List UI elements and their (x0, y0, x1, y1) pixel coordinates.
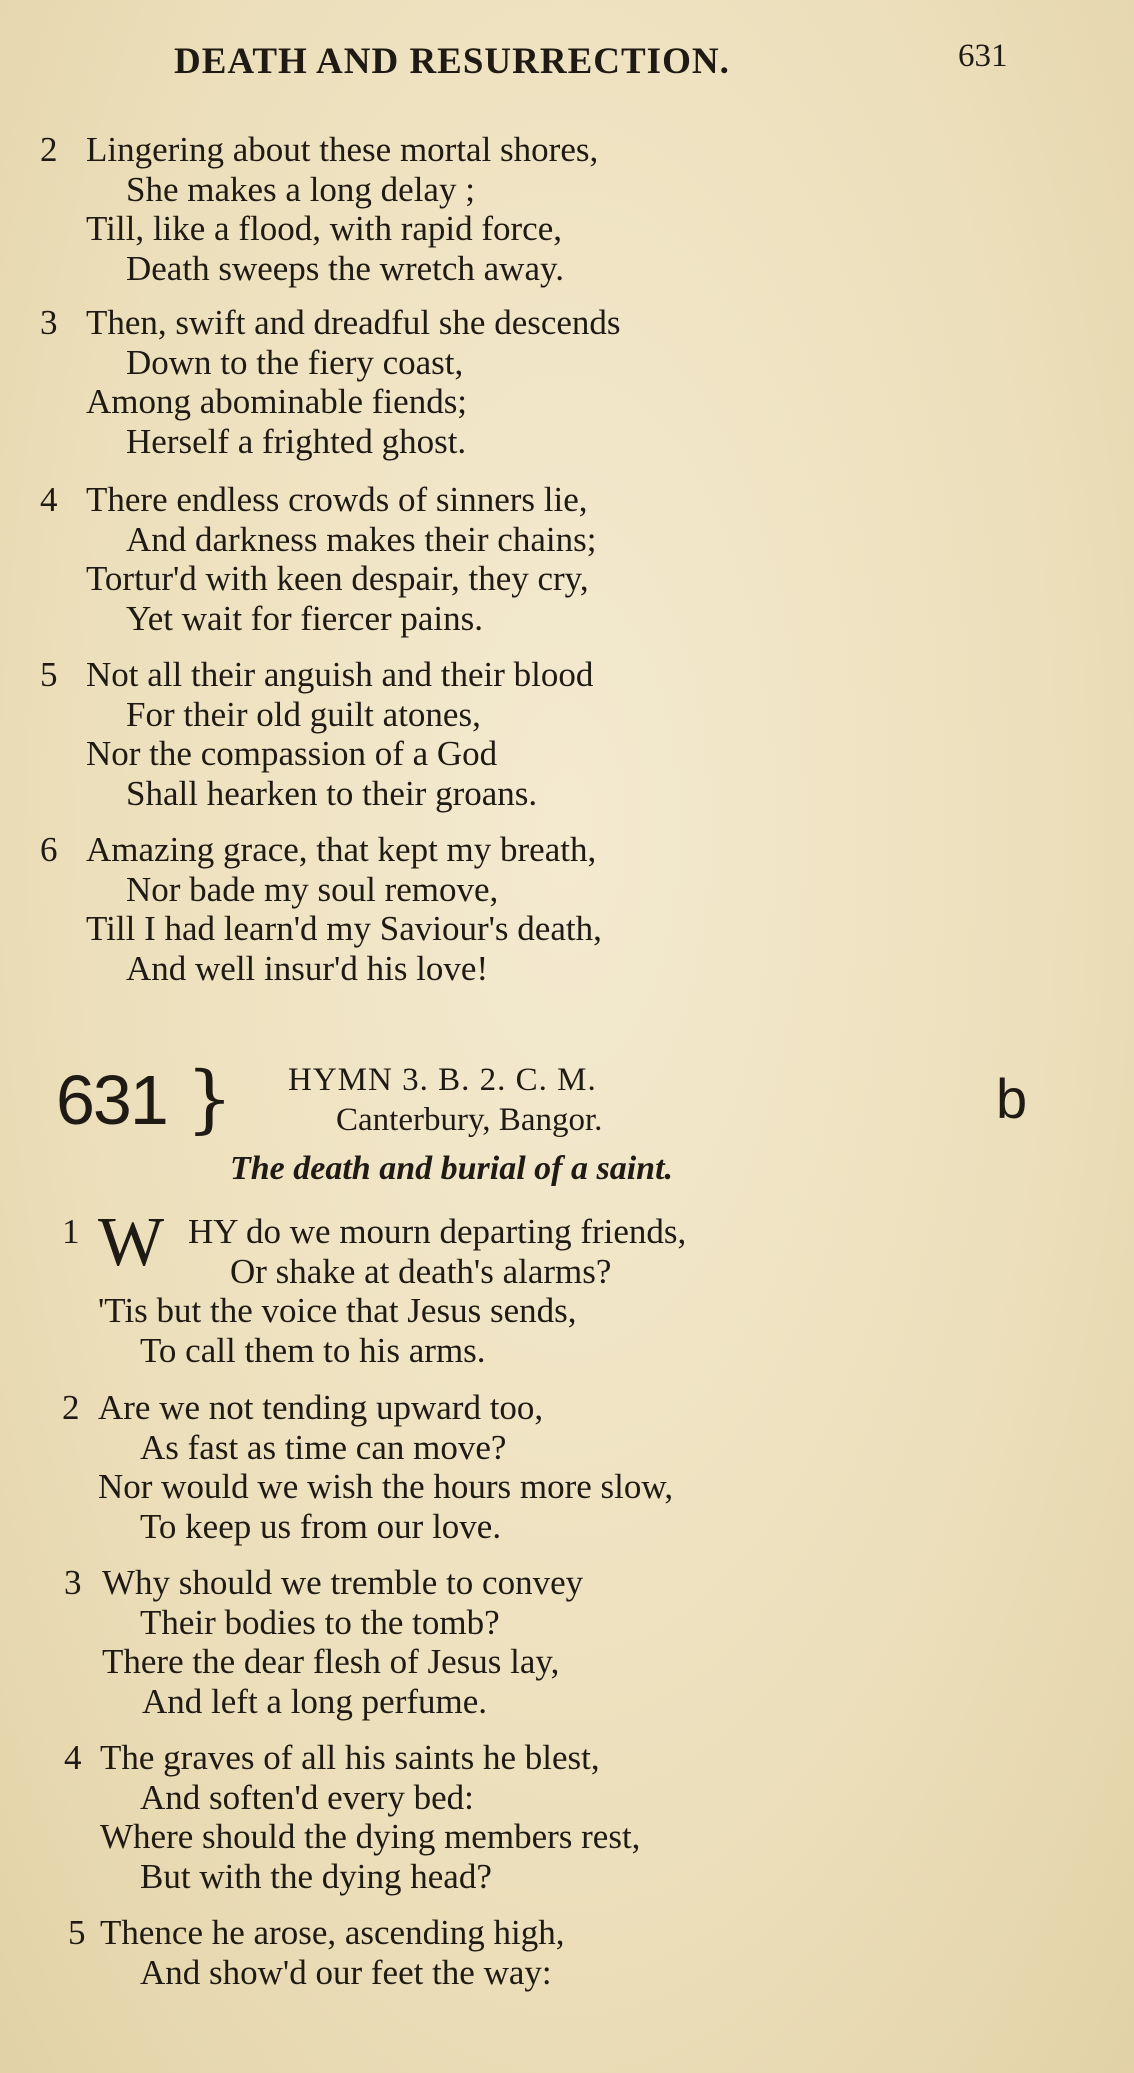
margin-mark: b (996, 1067, 1028, 1130)
stanza-number: 4 (64, 1738, 82, 1777)
verse-line: Not all their anguish and their blood (86, 655, 594, 694)
stanza-631-5 (40, 1913, 1100, 1992)
verse-line: There endless crowds of sinners lie, (86, 480, 588, 519)
drop-cap: W (98, 1204, 165, 1281)
verse-line: And left a long perfume. (142, 1681, 488, 1721)
verse-line: Death sweeps the wretch away. (126, 248, 564, 288)
stanza-number: 5 (68, 1913, 86, 1952)
verse-line: To keep us from our love. (140, 1506, 502, 1546)
verse-line: Then, swift and dreadful she descends (86, 303, 621, 342)
stanza-number: 3 (40, 303, 58, 342)
stanza-number: 2 (40, 130, 58, 169)
verse-line: But with the dying head? (140, 1856, 492, 1896)
verse-line: For their old guilt atones, (126, 694, 481, 734)
hymn-number: 631 (56, 1061, 167, 1139)
verse-line: Down to the fiery coast, (126, 342, 464, 382)
verse-line: Lingering about these mortal shores, (86, 130, 599, 169)
verse-line: Till, like a flood, with rapid force, (86, 209, 562, 248)
stanza-631-4 (40, 1738, 1100, 1896)
stanza-630-6 (40, 830, 1100, 988)
verse-line: Nor the compassion of a God (86, 734, 498, 773)
verse-line: The graves of all his saints he blest, (100, 1738, 600, 1777)
verse-line: Are we not tending upward too, (98, 1388, 544, 1427)
verse-line: 'Tis but the voice that Jesus sends, (98, 1291, 577, 1330)
stanza-630-2 (40, 130, 1100, 288)
stanza-630-4 (40, 480, 1100, 638)
running-head: DEATH AND RESURRECTION. (174, 41, 730, 82)
brace: } (186, 1056, 234, 1142)
page-number: 631 (958, 38, 1008, 74)
verse-line: And darkness makes their chains; (126, 519, 597, 559)
stanza-number: 3 (64, 1563, 82, 1602)
verse-line: Their bodies to the tomb? (140, 1602, 500, 1642)
verse-line: And well insur'd his love! (126, 948, 489, 988)
verse-line: Nor bade my soul remove, (126, 869, 499, 909)
verse-line: Why should we tremble to convey (102, 1563, 584, 1602)
verse-line: Yet wait for fiercer pains. (126, 598, 484, 638)
tune-names: Canterbury, Bangor. (336, 1102, 603, 1138)
verse-line: Or shake at death's alarms? (230, 1251, 612, 1291)
verse-line: As fast as time can move? (140, 1427, 507, 1467)
stanza-number: 6 (40, 830, 58, 869)
stanza-number: 4 (40, 480, 58, 519)
verse-line: She makes a long delay ; (126, 169, 475, 209)
verse-line: There the dear flesh of Jesus lay, (102, 1642, 560, 1681)
stanza-631-2 (40, 1388, 1100, 1546)
stanza-number: 2 (62, 1388, 80, 1427)
verse-line: Till I had learn'd my Saviour's death, (86, 909, 602, 948)
verse-line: Tortur'd with keen despair, they cry, (86, 559, 589, 598)
verse-line: To call them to his arms. (140, 1330, 486, 1370)
verse-line: Amazing grace, that kept my breath, (86, 830, 597, 869)
hymn-subject: The death and burial of a saint. (230, 1150, 674, 1187)
stanza-631-3 (40, 1563, 1100, 1721)
stanza-630-3 (40, 303, 1100, 461)
verse-line: Thence he arose, ascending high, (100, 1913, 565, 1952)
verse-line: And show'd our feet the way: (140, 1952, 552, 1992)
verse-line: Among abominable fiends; (86, 382, 468, 421)
stanza-631-1 (40, 1204, 1100, 1370)
verse-line: Herself a frighted ghost. (126, 421, 467, 461)
verse-line: HY do we mourn departing friends, (188, 1212, 687, 1251)
verse-line: Shall hearken to their groans. (126, 773, 538, 813)
verse-line: Nor would we wish the hours more slow, (98, 1467, 674, 1506)
stanza-number: 1 (62, 1212, 80, 1251)
stanza-number: 5 (40, 655, 58, 694)
verse-line: And soften'd every bed: (140, 1777, 474, 1817)
verse-line: Where should the dying members rest, (100, 1817, 641, 1856)
stanza-630-5 (40, 655, 1100, 813)
hymn-label: HYMN 3. B. 2. C. M. (288, 1062, 597, 1098)
